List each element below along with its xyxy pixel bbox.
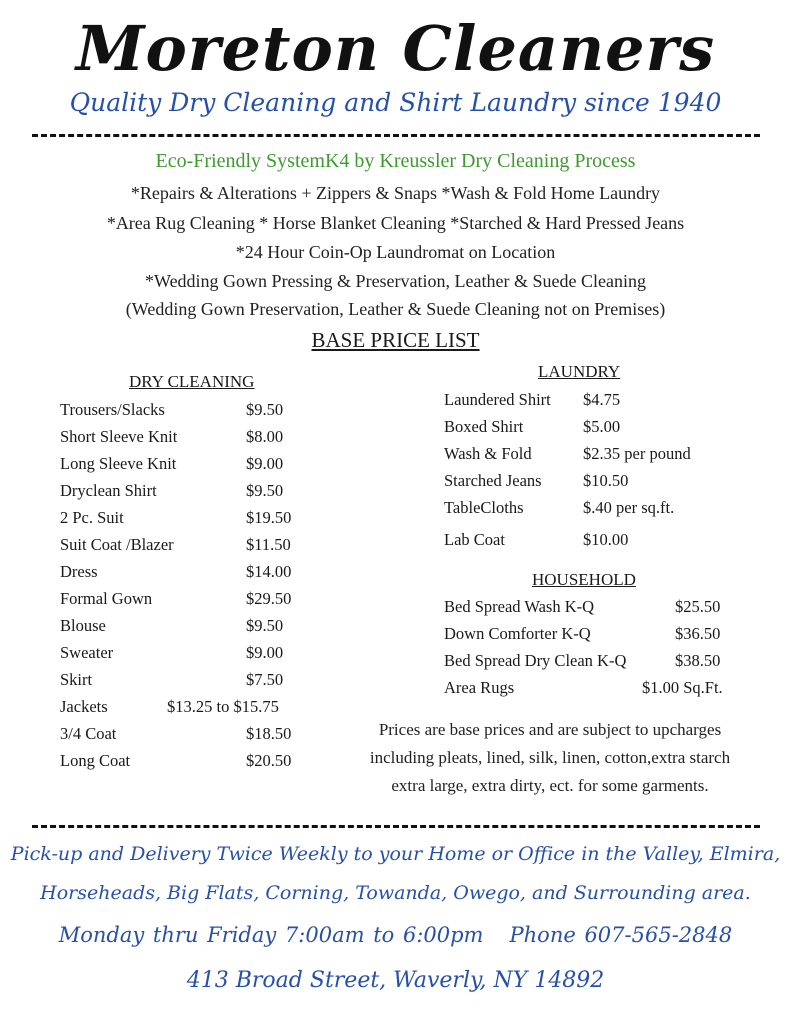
service-line: *Wedding Gown Pressing & Preservation, Leather & Suede Cleaning: [145, 271, 646, 291]
list-item: 2 Pc. Suit $19.50: [60, 507, 292, 527]
price-list-heading: BASE PRICE LIST: [311, 328, 480, 352]
list-item: Starched Jeans $10.50: [444, 470, 629, 490]
list-item: Dress $14.00: [60, 561, 292, 581]
list-item: Down Comforter K-Q $36.50: [444, 623, 721, 643]
list-item: Long Sleeve Knit $9.00: [60, 453, 284, 473]
tagline: Quality Dry Cleaning and Shirt Laundry since 1940: [69, 88, 722, 117]
bottom-divider: [32, 825, 760, 828]
list-item: Jackets $13.25 to $15.75: [60, 696, 279, 716]
list-item: Wash & Fold $2.35 per pound: [444, 443, 691, 463]
laundry-list: [444, 386, 764, 553]
hours-phone-line: [0, 923, 791, 947]
laundry-heading: LAUNDRY: [538, 362, 621, 381]
list-item: Boxed Shirt $5.00: [444, 416, 621, 436]
service-line: *Repairs & Alterations + Zippers & Snaps *Wash & Fold Home Laundry: [130, 183, 661, 203]
list-item: Laundered Shirt $4.75: [444, 389, 621, 409]
list-item: 3/4 Coat $18.50: [60, 723, 292, 743]
list-item: Dryclean Shirt $9.50: [60, 480, 284, 500]
list-item: TableCloths $.40 per sq.ft.: [444, 497, 675, 517]
phone: Phone 607-565-2848: [509, 923, 733, 947]
upcharge-note: Prices are base prices and are subject to upcharges including pleats, lined, silk, linen, cotton,extra starch extra large, extra dirty, ect. for some garments.: [369, 720, 731, 795]
dry-cleaning-heading: DRY CLEANING: [129, 372, 255, 391]
service-line: (Wedding Gown Preservation, Leather & Suede Cleaning not on Premises): [125, 299, 666, 319]
eco-line: Eco-Friendly SystemK4 by Kreussler Dry Cleaning Process: [155, 150, 636, 172]
list-item: Formal Gown $29.50: [60, 588, 292, 608]
dry-cleaning-list: [60, 396, 320, 774]
business-name: Moreton Cleaners: [75, 12, 716, 85]
service-line: *24 Hour Coin-Op Laundromat on Location: [235, 242, 556, 262]
service-area-line: Horseheads, Big Flats, Corning, Towanda, Owego, and Surrounding area.: [40, 882, 751, 904]
address: 413 Broad Street, Waverly, NY 14892: [186, 968, 605, 993]
household-list: [444, 593, 764, 701]
top-divider: [32, 134, 760, 137]
service-line: *Area Rug Cleaning * Horse Blanket Cleaning *Starched & Hard Pressed Jeans: [106, 213, 685, 233]
list-item: Suit Coat /Blazer $11.50: [60, 534, 291, 554]
list-item: Sweater $9.00: [60, 642, 284, 662]
list-item: Bed Spread Dry Clean K-Q $38.50: [444, 650, 721, 670]
list-item: Blouse $9.50: [60, 615, 284, 635]
list-item: Area Rugs $1.00 Sq.Ft.: [444, 677, 723, 697]
list-item: Long Coat $20.50: [60, 750, 292, 770]
hours: Monday thru Friday 7:00am to 6:00pm: [58, 923, 484, 947]
list-item: Lab Coat $10.00: [444, 529, 629, 549]
list-item: Skirt $7.50: [60, 669, 284, 689]
household-heading: HOUSEHOLD: [532, 570, 636, 589]
list-item: Short Sleeve Knit $8.00: [60, 426, 284, 446]
list-item: Trousers/Slacks $9.50: [60, 399, 284, 419]
delivery-line: Pick-up and Delivery Twice Weekly to your Home or Office in the Valley, Elmira,: [10, 843, 781, 865]
list-item: Bed Spread Wash K-Q $25.50: [444, 596, 721, 616]
